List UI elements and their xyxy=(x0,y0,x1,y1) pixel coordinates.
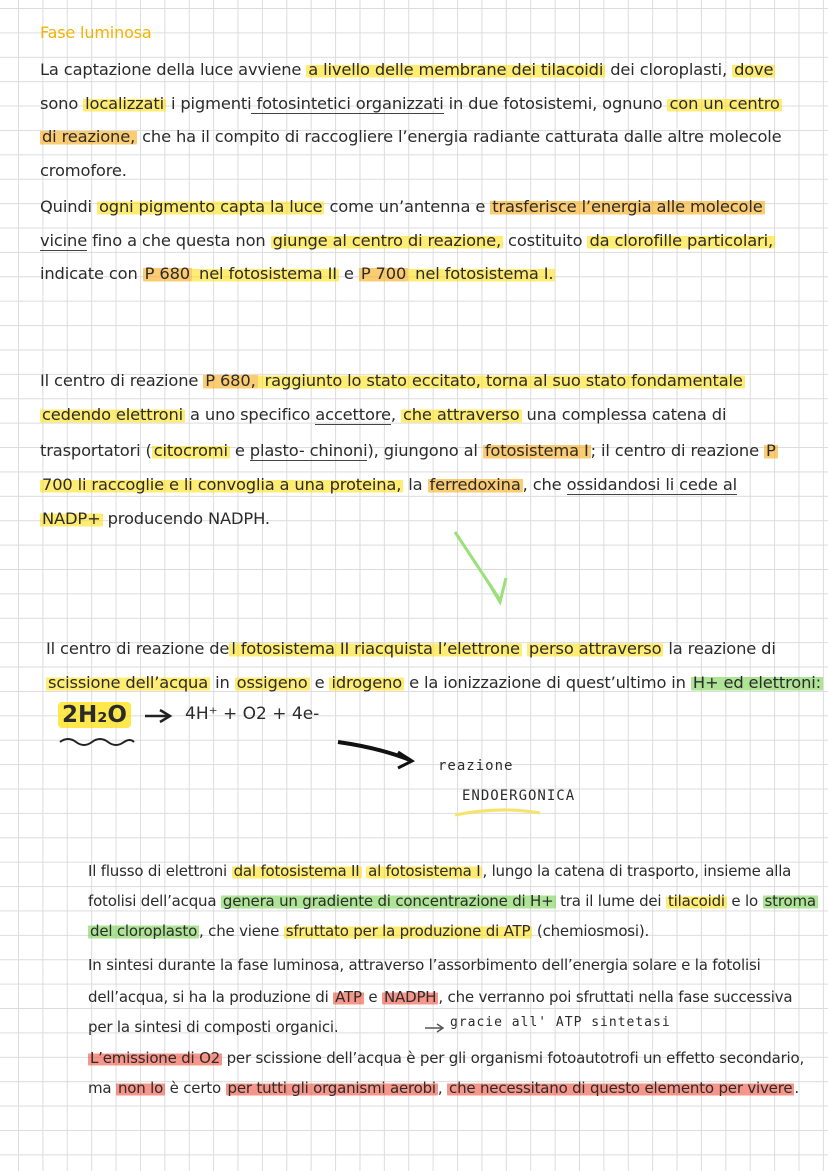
highlight: che necessitano di questo elemento per vivere xyxy=(449,1079,793,1097)
highlight: raggiunto lo stato eccitato, torna al suo stato fondamentale xyxy=(259,371,743,390)
highlight: NADP+ xyxy=(42,509,101,528)
highlight: per tutti gli organismi aerobi xyxy=(227,1079,436,1097)
text: , che xyxy=(522,475,567,494)
highlight: tilacoidi xyxy=(667,892,725,910)
highlight: non lo xyxy=(117,1079,164,1097)
text: Il centro di reazione xyxy=(40,371,204,390)
highlight: NADPH xyxy=(384,988,437,1006)
highlight: localizzati xyxy=(85,94,164,113)
highlight: P 680 xyxy=(144,264,190,283)
highlight: idrogeno xyxy=(331,673,403,692)
formula-reactant: 2H₂O xyxy=(58,702,131,728)
text: dell’acqua, si ha la produzione di xyxy=(88,988,334,1006)
highlight: del cloroplasto xyxy=(90,922,198,940)
text: tra il lume dei xyxy=(555,892,666,910)
highlight: P 680, xyxy=(205,371,256,390)
text: . xyxy=(794,1079,799,1097)
note-reaction: reazione xyxy=(438,758,514,774)
p2-line-1 xyxy=(40,370,745,392)
formula-products: 4H⁺ + O2 + 4e- xyxy=(185,704,320,724)
p4-line-2 xyxy=(88,890,818,912)
text: , lungo la catena di trasporto, insieme alla xyxy=(482,862,792,880)
text: Il centro di reazione de xyxy=(46,639,230,658)
text: , xyxy=(437,1079,448,1097)
page-title: Fase luminosa xyxy=(40,23,152,42)
text: una complessa catena di xyxy=(521,405,727,424)
p2-line-5 xyxy=(40,508,270,530)
highlight: fotosistema I xyxy=(484,441,589,460)
text: costituito xyxy=(503,231,588,250)
text: e la ionizzazione di quest’ultimo in xyxy=(404,673,691,692)
text: e xyxy=(309,673,330,692)
highlight: sfruttato per la produzione di ATP xyxy=(285,922,531,940)
text: è certo xyxy=(165,1079,226,1097)
text: fotolisi dell’acqua xyxy=(88,892,221,910)
p4-line-5 xyxy=(88,986,792,1008)
underlined-text: accettore xyxy=(315,405,391,424)
text: i pigmenti xyxy=(165,94,252,113)
highlight: P xyxy=(765,441,776,460)
highlight: che attraverso xyxy=(402,405,520,424)
highlight: dove xyxy=(734,60,774,79)
text: , che viene xyxy=(199,922,284,940)
text: per scissione dell’acqua è per gli organismi fotoautotrofi un effetto secondario, xyxy=(222,1049,805,1067)
highlight: l fotosistema II riacquista l’elettrone xyxy=(231,639,520,658)
underlined-text: ossidandosi li cede al xyxy=(566,475,738,494)
highlight: L’emissione di O2 xyxy=(90,1049,221,1067)
text: la xyxy=(403,475,428,494)
text: ; il centro di reazione xyxy=(590,441,764,460)
p3-line-2 xyxy=(46,672,823,694)
text: trasportatori ( xyxy=(40,441,152,460)
text: che ha il compito di raccogliere l’energia radiante catturata dalle altre molecole xyxy=(137,127,782,146)
p1-line-5 xyxy=(40,196,765,218)
p3-line-1 xyxy=(46,638,776,660)
squiggle-underline xyxy=(60,739,134,745)
p4-line-7 xyxy=(88,1047,804,1069)
highlight: giunge al centro di reazione, xyxy=(272,231,501,250)
note-endoergonic: ENDOERGONICA xyxy=(462,788,576,804)
underlined-text: organizzati xyxy=(355,94,444,113)
p4-line-6: per la sintesi di composti organici. xyxy=(88,1018,339,1036)
text: la reazione di xyxy=(663,639,776,658)
text: in due fotosistemi, ognuno xyxy=(443,94,668,113)
highlight: ossigeno xyxy=(236,673,308,692)
text: indicate con xyxy=(40,264,143,283)
text: e lo xyxy=(726,892,763,910)
text: producendo NADPH. xyxy=(102,509,270,528)
green-arrow-head xyxy=(488,578,506,602)
highlight: con un centro xyxy=(669,94,780,113)
p1-line-2 xyxy=(40,93,782,115)
p2-line-2 xyxy=(40,404,726,426)
highlight: nel fotosistema I. xyxy=(410,264,554,283)
highlight: H+ ed elettroni: xyxy=(692,673,821,692)
highlight: da clorofille particolari, xyxy=(589,231,773,250)
p2-line-4 xyxy=(40,474,737,496)
highlight: P 700 xyxy=(360,264,407,283)
text: (chemiosmosi). xyxy=(532,922,650,940)
highlight: scissione dell’acqua xyxy=(48,673,209,692)
p4-line-4: In sintesi durante la fase luminosa, attraverso l’assorbimento dell’energia solare e la fotolisi xyxy=(88,956,761,974)
text: dei cloroplasti, xyxy=(605,60,733,79)
highlight: dal fotosistema II xyxy=(233,862,360,880)
text: , xyxy=(390,405,401,424)
text: fino a che questa non xyxy=(87,231,271,250)
highlight: nel fotosistema II xyxy=(194,264,337,283)
p1-line-4: cromofore. xyxy=(40,161,127,180)
text: in xyxy=(210,673,235,692)
highlight: 700 li raccoglie e li convoglia a una proteina, xyxy=(42,475,402,494)
text: sono xyxy=(40,94,84,113)
p1-line-6 xyxy=(40,230,775,252)
highlight: ogni pigmento capta la luce xyxy=(98,197,323,216)
text: Il flusso di elettroni xyxy=(88,862,232,880)
text: a uno specifico xyxy=(185,405,316,424)
highlight: perso attraverso xyxy=(528,639,662,658)
highlight: genera un gradiente di concentrazione di H+ xyxy=(222,892,554,910)
highlight: trasferisce l’energia alle molecole xyxy=(492,197,763,216)
note-atp-synthase: gracie all' ATP sintetasi xyxy=(450,1015,671,1030)
highlight: ATP xyxy=(335,988,362,1006)
text: e xyxy=(363,988,383,1006)
highlight: a livello delle membrane dei tilacoidi xyxy=(308,60,604,79)
highlight: di reazione, xyxy=(42,127,136,146)
text: ma xyxy=(88,1079,116,1097)
highlight: stroma xyxy=(764,892,816,910)
highlight: cedendo elettroni xyxy=(42,405,184,424)
highlight: ferredoxina xyxy=(429,475,521,494)
highlight: citocromi xyxy=(153,441,228,460)
p1-line-1 xyxy=(40,59,775,81)
text: Quindi xyxy=(40,197,97,216)
text: e xyxy=(229,441,250,460)
p4-line-1 xyxy=(88,860,791,882)
underlined-text: vicine xyxy=(40,231,88,250)
text: e xyxy=(338,264,359,283)
highlight: al fotosistema I xyxy=(368,862,481,880)
text: ), giungono al xyxy=(367,441,483,460)
p1-line-3 xyxy=(40,126,782,148)
underlined-text: plasto- chinoni xyxy=(249,441,368,460)
underlined-text: fotosintetici xyxy=(251,94,356,113)
p4-line-3 xyxy=(88,920,649,942)
text: , che verranno poi sfruttati nella fase successiva xyxy=(438,988,793,1006)
text: come un’antenna e xyxy=(324,197,491,216)
p2-line-3 xyxy=(40,440,778,462)
p1-line-7 xyxy=(40,263,555,285)
yellow-underline-stroke xyxy=(455,810,540,815)
p4-line-8 xyxy=(88,1077,799,1099)
text: La captazione della luce avviene xyxy=(40,60,307,79)
